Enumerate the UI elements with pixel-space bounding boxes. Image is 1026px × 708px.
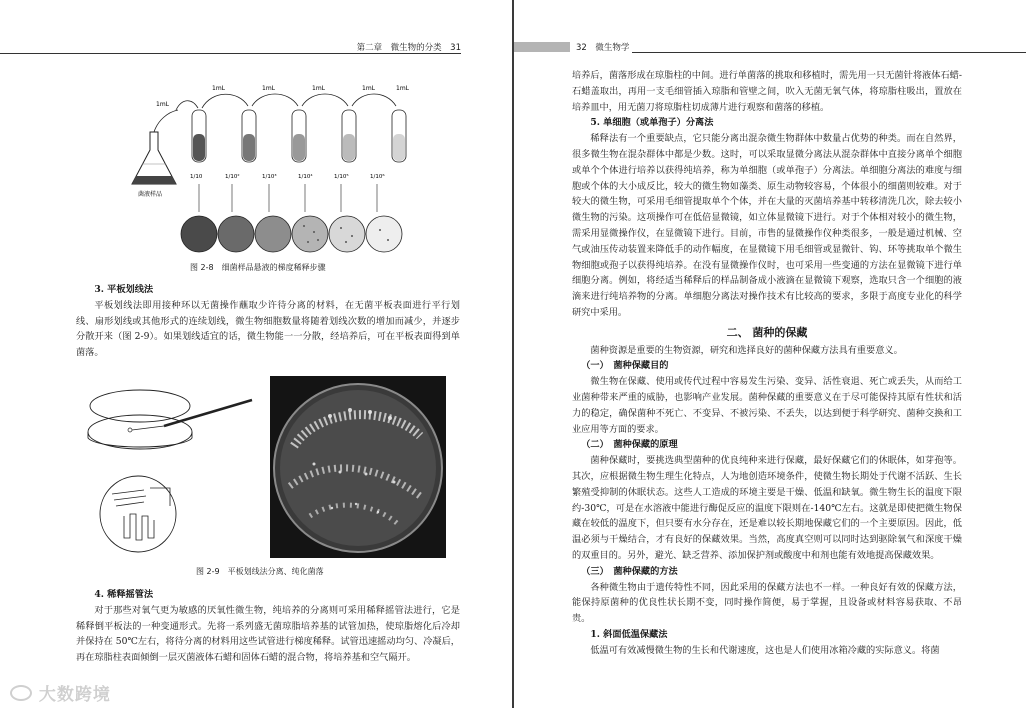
subsection-1-paragraph: 微生物在保藏、使用或传代过程中容易发生污染、变异、活性衰退、死亡或丢失，从而给工业菌种带来严重的威胁，也影响产业发展。菌种保藏的重要意义在于尽可能保持其原有性状和活力的稳定，确保菌种不死亡、不变异、不被污染、不丢失，以达到便于科学研究、菌种交换和工业应用等方面的要求。 [572, 376, 962, 435]
intro-paragraph: 菌种资源是重要的生物资源，研究和选择良好的菌种保藏方法具有重要意义。 [590, 344, 903, 356]
sample-flask [132, 110, 178, 184]
section-5-title: 5. 单细胞（或单孢子）分离法 [590, 117, 714, 129]
plate-5 [329, 216, 365, 252]
figure-2-9-caption: 图 2-9 平板划线法分离、纯化菌落 [196, 567, 324, 576]
plate-connectors [199, 184, 377, 212]
section-4-paragraph: 对于那些对氧气更为敏感的厌氧性微生物，纯培养的分离则可采用稀释摇管法进行，它是稀释倒平板法的一种变通形式。先将一系列盛无菌琼脂培养基的试管加热，使琼脂熔化后冷却并保持在 50℃左右，将待分离的材料用这些试管进行梯度稀释。试管迅速摇动均匀、冷凝后，再在琼脂柱表面倾倒一层灭菌液体石蜡和固体石蜡的混合物，将培养基和空气隔开。 [76, 604, 460, 664]
left-header-text: 第二章 微生物的分类 31 [356, 43, 461, 53]
dilution-label-2: 1/10² [225, 174, 240, 180]
method-1-paragraph: 低温可有效减慢微生物的生长和代谢速度，这也是人们使用冰箱冷藏的实际意义。将菌 [590, 644, 940, 656]
continued-paragraph: 培养后，菌落形成在琼脂柱的中间。进行单菌落的挑取和移植时，需先用一只无菌针将液体石蜡-石蜡盖取出，再用一支毛细管插入琼脂和管壁之间，吹入无菌无氧气体，将琼脂柱吸出，置放在培养皿中，用无菌刀将琼脂柱切成薄片进行观察和菌落的移植。 [572, 70, 962, 113]
plate-4 [292, 216, 328, 252]
subsection-2-title: （二） 菌种保藏的原理 [581, 439, 678, 451]
watermark-text: 大数跨境 [38, 685, 111, 705]
dilution-label-1: 1/10 [190, 174, 203, 180]
subsection-3-paragraph: 各种微生物由于遗传特性不同，因此采用的保藏方法也不一样。一种良好有效的保藏方法，能保持原菌种的优良性状长期不变，同时操作简便，易于掌握，且设备或材料容易获取、不昂贵。 [572, 581, 962, 625]
dilution-label-5: 1/10⁵ [334, 174, 349, 180]
tube-4 [342, 110, 356, 162]
left-page-header [0, 40, 461, 54]
tube-1 [192, 110, 206, 162]
plate-6 [366, 216, 402, 252]
watermark-logo [10, 680, 140, 705]
header-rule [632, 52, 1026, 53]
plate-2 [218, 216, 254, 252]
volume-label-3: 1mL [312, 85, 326, 92]
right-page-header [514, 40, 1026, 54]
right-header-text: 32 微生物学 [576, 43, 630, 53]
tube-5 [392, 110, 406, 162]
header-bar [514, 42, 570, 52]
right-page [514, 0, 1026, 708]
volume-label-1: 1mL [212, 85, 226, 92]
tube-2 [242, 110, 256, 162]
volume-label-4: 1mL [362, 85, 376, 92]
watermark-icon [10, 685, 32, 701]
volume-label-5: 1mL [396, 85, 410, 92]
plate-1 [181, 216, 217, 252]
sample-label: 菌液样品 [138, 191, 163, 198]
left-text-block-2 [76, 587, 460, 666]
section-5-paragraph: 稀释法有一个重要缺点，它只能分离出混杂微生物群体中数量占优势的种类。而在自然界，很多微生物在混杂群体中都是少数。这时，可以采取显微分离法从混杂群体中直接分离单个细胞或单个个体进行培养以获得纯培养，称为单细胞（或单孢子）分离法。单细胞分离法的难度与细胞或个体的大小成反比，较大的微生物如藻类、原生动物较容易，个体很小的细菌则较难。对于较大的微生物，可采用毛细管提取单个个体，并在大量的灭菌培养基中转移清洗几次，除去较小微生物的污染。这项操作可在低倍显微镜，如立体显微镜下进行。对于个体相对较小的微生物，需采用显微操作仪，在显微镜下进行。目前，市售的显微操作仪种类很多，一般是通过机械、空气或油压传动装置来降低手的动作幅度，在显微镜下用毛细管或显微针、钩、环等挑取单个微生物细胞或孢子以获得纯培养。在没有显微操作仪时，也可采用一些变通的方法在显微镜下进行单细胞分离。例如，将经适当稀释后的样品制备成小液滴在显微镜下观察，选取只含一个细胞的液滴来进行纯培养物的分离。单细胞分离法对操作技术有比较高的要求，多限于高度专业化的科学研究中采用。 [572, 133, 962, 318]
right-text-block [572, 68, 962, 658]
petri-dish-photo [270, 376, 446, 558]
dilution-label-6: 1/10⁶ [370, 174, 385, 180]
dilution-label-4: 1/10⁴ [298, 174, 313, 180]
dilution-diagram [120, 84, 420, 259]
method-1-title: 1. 斜面低温保藏法 [590, 628, 668, 640]
dilution-label-3: 1/10³ [262, 174, 277, 180]
section-3-title: 3. 平板划线法 [94, 284, 154, 295]
tube-3 [292, 110, 306, 162]
subsection-1-title: （一） 菌种保藏目的 [581, 360, 669, 372]
section-heading-preservation: 二、 菌种的保藏 [726, 325, 808, 339]
streak-plate-drawing [84, 376, 264, 554]
transfer-arrows [176, 94, 396, 110]
section-3-paragraph: 平板划线法即用接种环以无菌操作蘸取少许待分离的材料，在无菌平板表面进行平行划线、扇形划线或其他形式的连续划线，微生物细胞数量将随着划线次数的增加而减少，并逐步分散开来（图 2-9）。如果划线适宜的话，微生物能一一分散，经培养后，可在平板表面得到单菌落。 [76, 299, 460, 359]
sample-volume-label: 1mL [156, 101, 170, 108]
subsection-2-paragraph: 菌种保藏时，要挑选典型菌种的优良纯种来进行保藏，最好保藏它们的休眠体，如芽孢等。其次，应根据微生物生理生化特点，人为地创造环境条件，使微生物长期处于代谢不活跃、生长繁殖受抑制的休眠状态。这些人工造成的环境主要是干燥、低温和缺氧。微生物生长的温度下限约-30℃，可是在水溶液中能进行酶促反应的温度下限则在-140℃左右。这就是即使把微生物保藏在较低的温度下，但只要有水分存在，还是难以较长期地保藏它们的一个主要原因。因此，低温必须与干燥结合，才有良好的保藏效果。当然，高度真空则可以同时达到驱除氧气和深度干燥的双重目的。另外，避光、缺乏营养、添加保护剂或酸度中和剂也能有效地提高保藏效果。 [572, 455, 962, 561]
subsection-3-title: （三） 菌种保藏的方法 [581, 565, 678, 577]
plate-3 [255, 216, 291, 252]
volume-label-2: 1mL [262, 85, 276, 92]
section-4-title: 4. 稀释摇管法 [94, 589, 154, 600]
left-page [0, 0, 512, 708]
figure-2-8-caption: 图 2-8 细菌样品悬液的梯度稀释步骤 [190, 263, 326, 272]
left-text-block-1 [76, 282, 460, 361]
